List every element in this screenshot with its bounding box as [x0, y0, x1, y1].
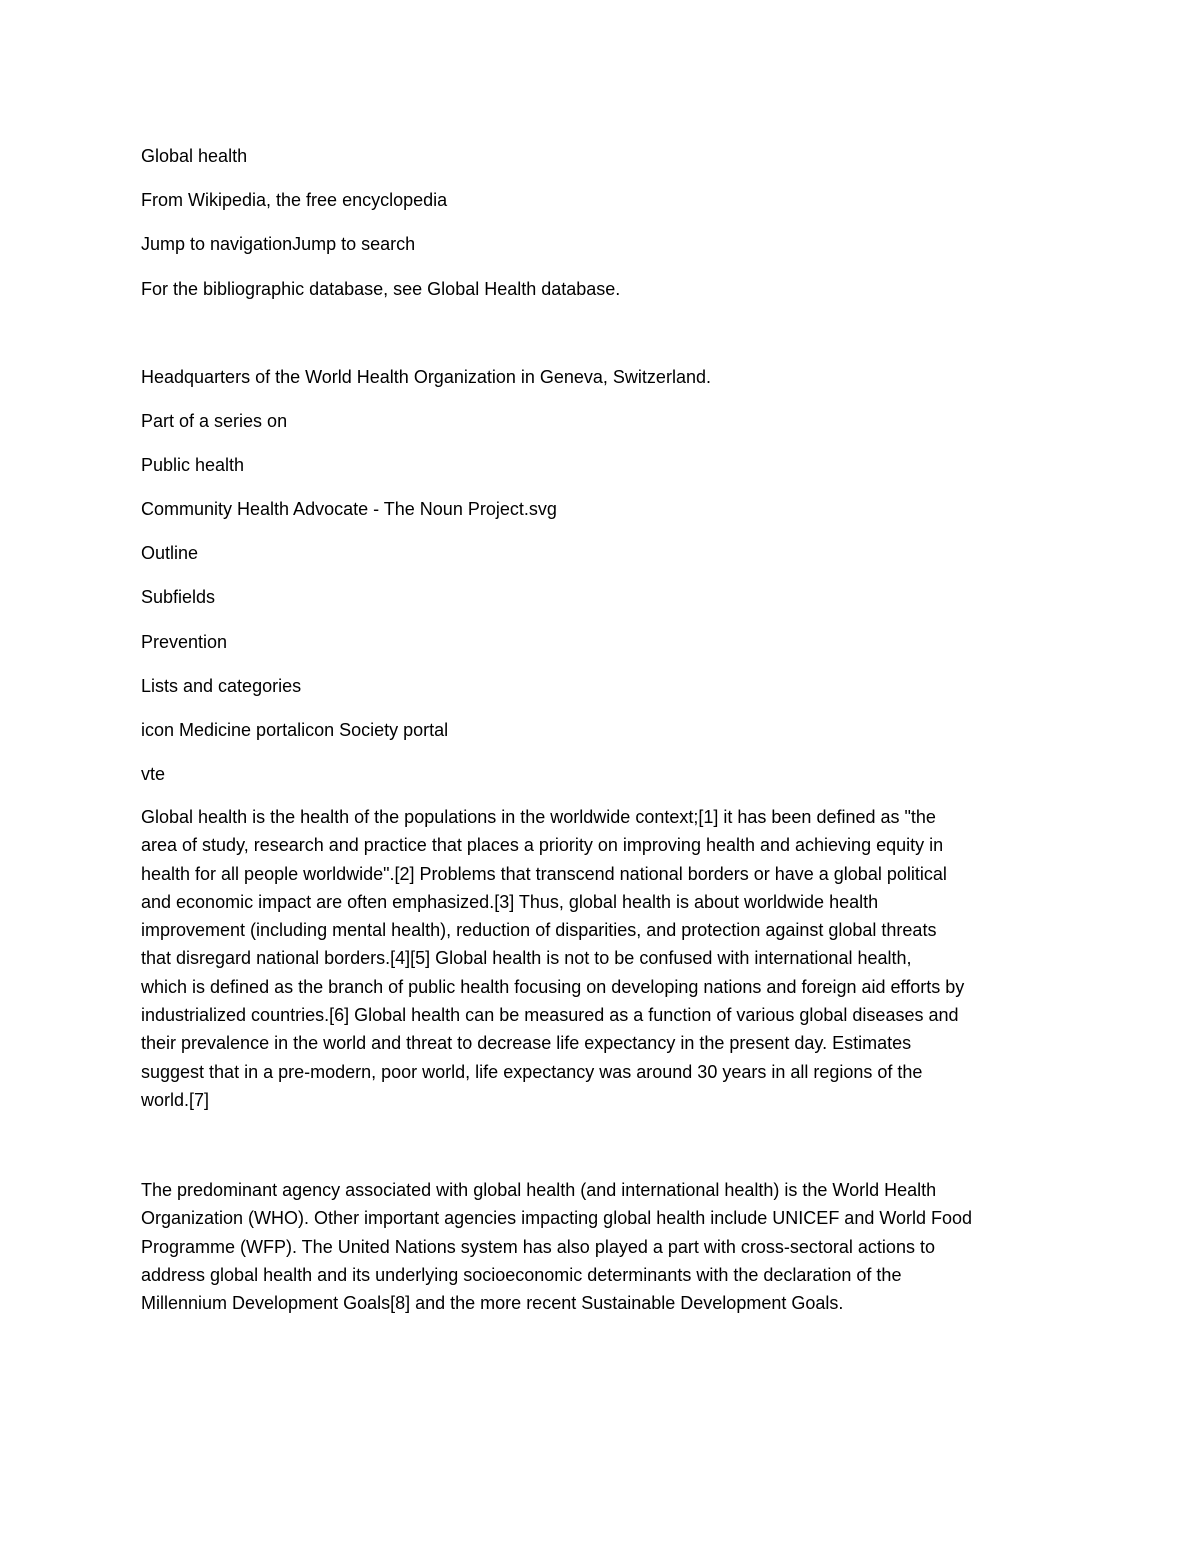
portal-links: icon Medicine portalicon Society portal: [141, 720, 449, 740]
jump-links: Jump to navigationJump to search: [141, 234, 416, 254]
paragraph-line: health for all people worldwide".[2] Problems that transcend national borders or have a global political: [141, 863, 947, 884]
paragraph-line: which is defined as the branch of public health focusing on developing nations and foreign aid efforts by: [141, 976, 965, 997]
paragraph-line: world.[7]: [141, 1089, 210, 1110]
paragraph-line: area of study, research and practice that places a priority on improving health and achieving equity in: [141, 835, 944, 856]
paragraph-line: suggest that in a pre-modern, poor world, life expectancy was around 30 years in all regions of the: [141, 1061, 923, 1082]
series-link-prevention: Prevention: [141, 632, 228, 652]
paragraph-line: Programme (WFP). The United Nations system has also played a part with cross-sectoral actions to: [141, 1236, 935, 1257]
paragraph-agencies: [141, 1176, 1056, 1317]
paragraph-line: that disregard national borders.[4][5] Global health is not to be confused with international health,: [141, 948, 912, 969]
series-link-lists: Lists and categories: [141, 676, 302, 696]
hatnote: For the bibliographic database, see Global Health database.: [141, 279, 621, 299]
series-name: Public health: [141, 455, 245, 475]
vte-links: vte: [141, 764, 166, 784]
paragraph-line: their prevalence in the world and threat to decrease life expectancy in the present day. Estimates: [141, 1033, 912, 1054]
paragraph-line: improvement (including mental health), reduction of disparities, and protection against global threats: [141, 920, 937, 941]
paragraph-line: and economic impact are often emphasized.[3] Thus, global health is about worldwide health: [141, 891, 879, 912]
series-link-subfields: Subfields: [141, 587, 216, 607]
series-intro: Part of a series on: [141, 411, 288, 431]
paragraph-line: Global health is the health of the populations in the worldwide context;[1] it has been defined as "the: [141, 807, 936, 827]
image-caption: Headquarters of the World Health Organization in Geneva, Switzerland.: [141, 367, 711, 387]
paragraph-line: industrialized countries.[6] Global health can be measured as a function of various global diseases and: [141, 1005, 959, 1026]
paragraph-intro: [141, 803, 1056, 1114]
page-subtitle: From Wikipedia, the free encyclopedia: [141, 190, 448, 210]
series-link-outline: Outline: [141, 543, 199, 563]
series-image-name: Community Health Advocate - The Noun Project.svg: [141, 499, 557, 519]
paragraph-line: address global health and its underlying socioeconomic determinants with the declaration of the: [141, 1264, 902, 1285]
paragraph-line: Organization (WHO). Other important agencies impacting global health include UNICEF and World Food: [141, 1208, 973, 1229]
paragraph-line: The predominant agency associated with global health (and international health) is the World Health: [141, 1180, 937, 1200]
page-title: Global health: [141, 146, 248, 166]
paragraph-line: Millennium Development Goals[8] and the more recent Sustainable Development Goals.: [141, 1293, 844, 1314]
